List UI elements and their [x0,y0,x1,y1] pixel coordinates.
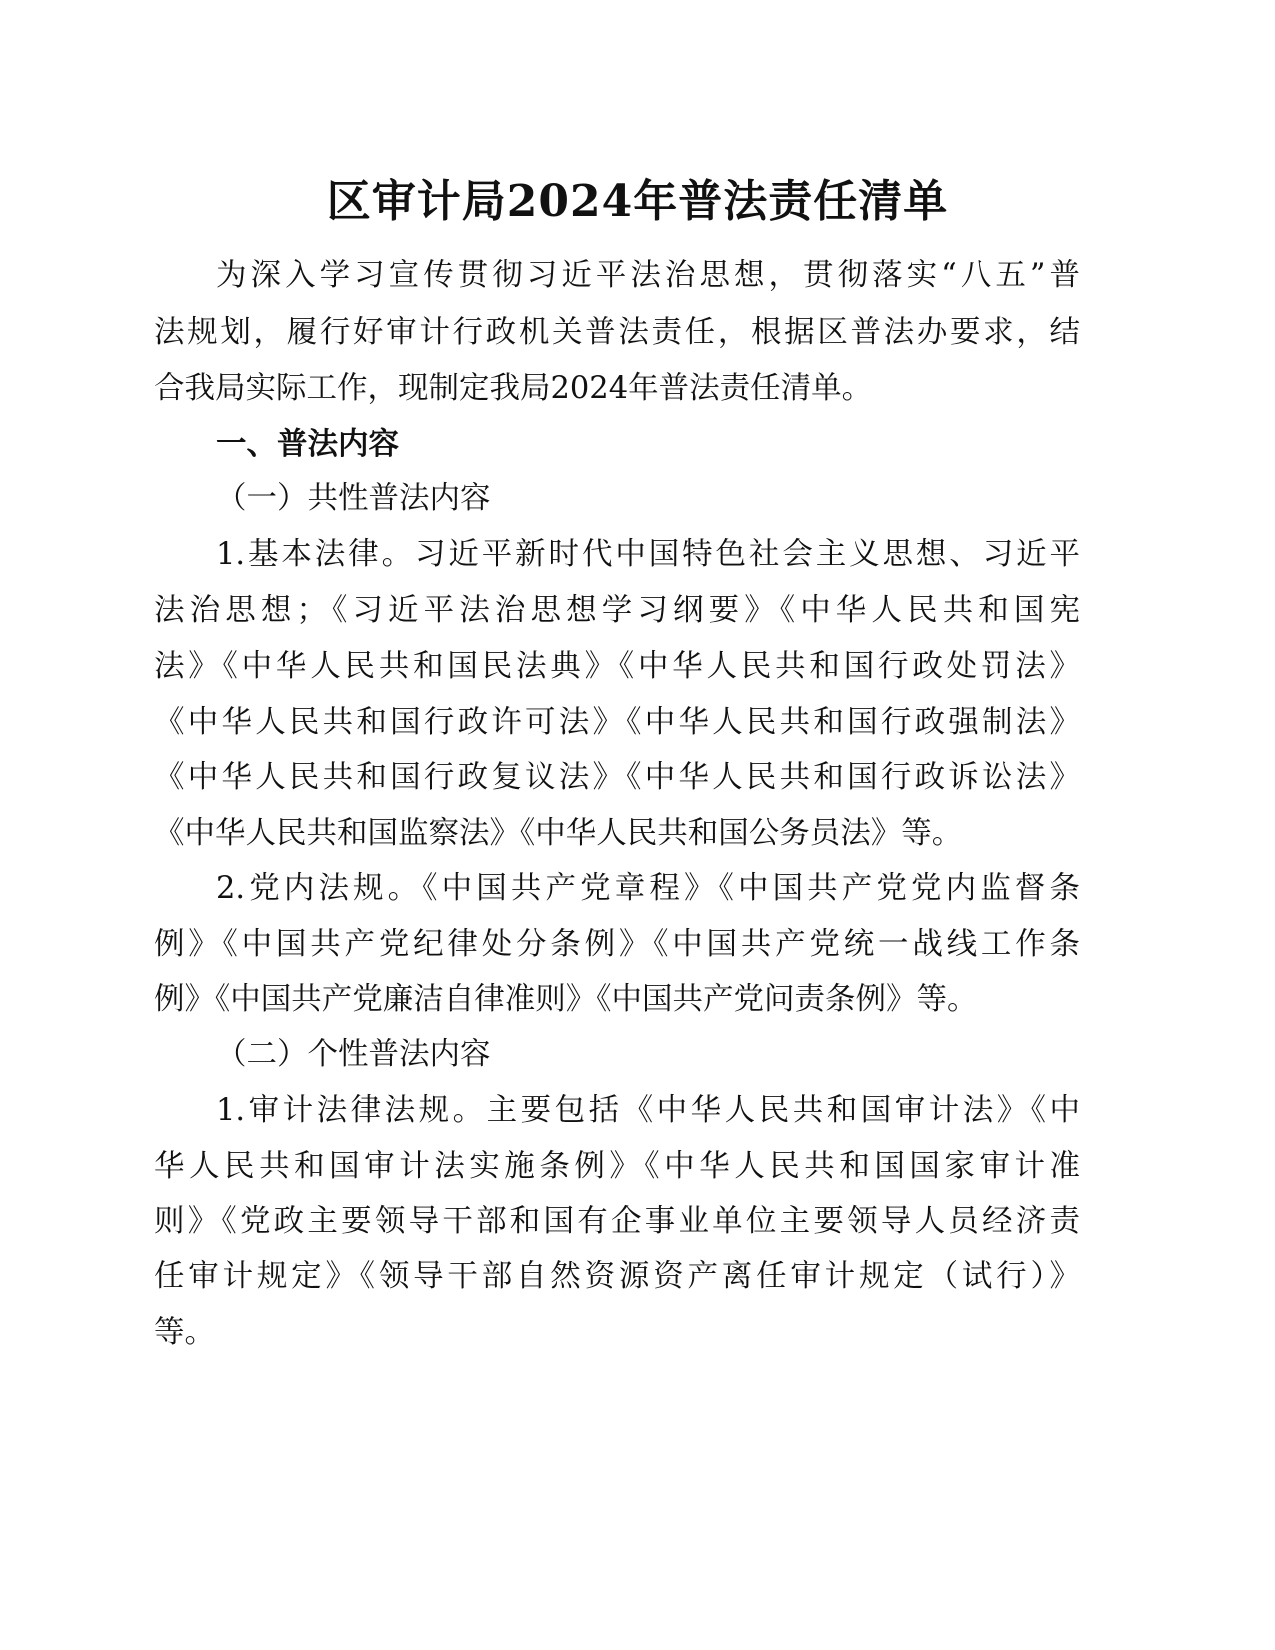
party-rules-line-1: 2.党内法规。《中国共产党章程》《中国共产党党内监督条 [216,871,1080,906]
basic-law-line-6: 《中华人民共和国监察法》《中华人民共和国公务员法》等。 [154,816,963,851]
subsection-heading-2: （二）个性普法内容 [216,1037,491,1072]
audit-law-line-1: 1.审计法律法规。主要包括《中华人民共和国审计法》《中 [216,1093,1080,1128]
audit-law-line-5: 等。 [154,1315,215,1350]
basic-law-line-4: 《中华人民共和国行政许可法》《中华人民共和国行政强制法》 [154,705,1080,740]
party-rules-line-3: 例》《中国共产党廉洁自律准则》《中国共产党问责条例》等。 [154,982,978,1017]
document-title: 区审计局2024年普法责任清单 [326,176,949,227]
subsection-heading-1: （一）共性普法内容 [216,481,491,516]
audit-law-line-2: 华人民共和国审计法实施条例》《中华人民共和国国家审计准 [154,1149,1080,1184]
basic-law-line-2: 法治思想；《习近平法治思想学习纲要》《中华人民共和国宪 [154,593,1080,628]
basic-law-line-1: 1.基本法律。习近平新时代中国特色社会主义思想、习近平 [216,537,1080,572]
basic-law-line-3: 法》《中华人民共和国民法典》《中华人民共和国行政处罚法》 [154,649,1080,684]
intro-line-3: 合我局实际工作，现制定我局2024年普法责任清单。 [154,371,873,406]
basic-law-line-5: 《中华人民共和国行政复议法》《中华人民共和国行政诉讼法》 [154,760,1080,795]
audit-law-line-4: 任审计规定》《领导干部自然资源资产离任审计规定（试行）》 [154,1259,1080,1294]
audit-law-line-3: 则》《党政主要领导干部和国有企事业单位主要领导人员经济责 [154,1204,1080,1239]
section-heading-1: 一、普法内容 [216,426,399,462]
intro-line-2: 法规划，履行好审计行政机关普法责任，根据区普法办要求，结 [154,315,1080,350]
intro-line-1: 为深入学习宣传贯彻习近平法治思想，贯彻落实“八五”普 [216,258,1080,293]
party-rules-line-2: 例》《中国共产党纪律处分条例》《中国共产党统一战线工作条 [154,927,1080,962]
